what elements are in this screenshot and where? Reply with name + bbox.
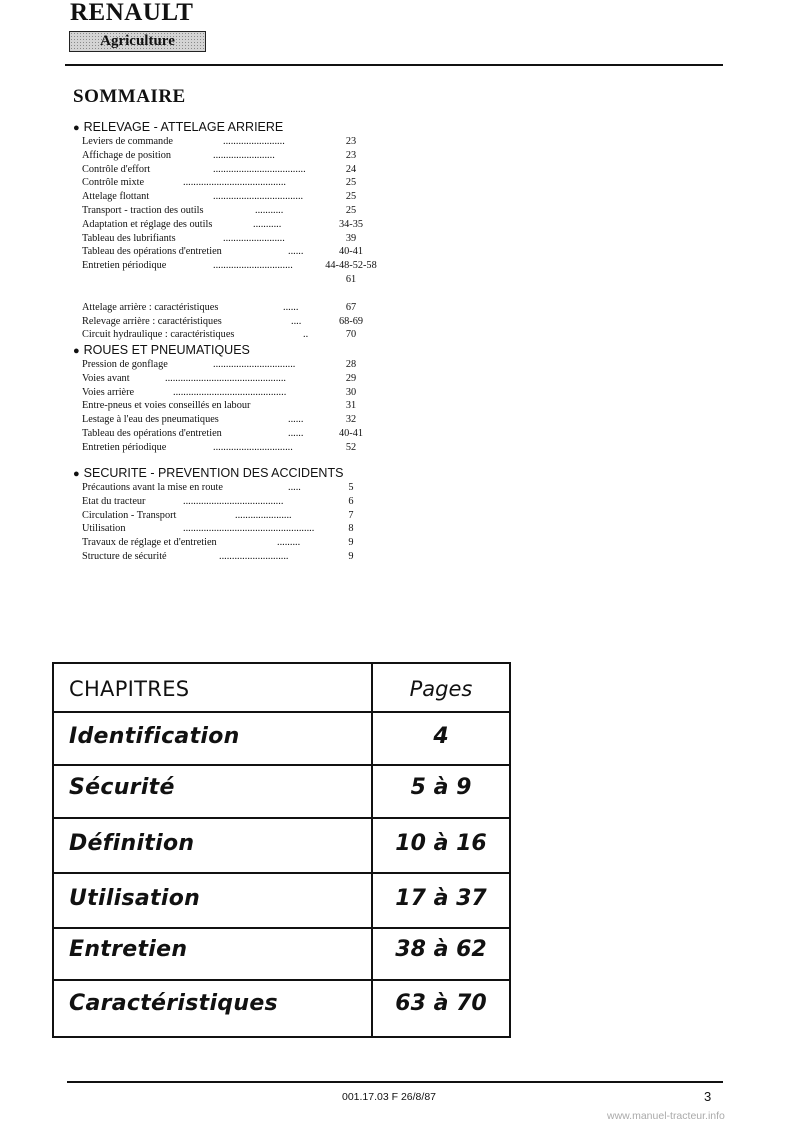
toc-entry-label: Travaux de réglage et d'entretien (82, 537, 217, 549)
toc-entry (73, 522, 403, 536)
section-relevage (73, 120, 403, 342)
toc-entry-leader: ............................................... (165, 372, 286, 384)
toc-entry-label: Contrôle mixte (82, 177, 145, 189)
toc-entry-leader: ............................... (213, 260, 293, 272)
toc-entry-label: Précautions avant la mise en route (82, 482, 223, 493)
toc-entry (73, 495, 403, 509)
toc-entry-leader: ...... (288, 427, 304, 439)
bullet-icon: ● (73, 122, 80, 134)
toc-entry-leader: ........................... (219, 550, 289, 562)
top-rule (65, 64, 723, 66)
toc-entry-label: Etat du tracteur (82, 495, 146, 507)
pages-header-label: Pages (409, 677, 473, 701)
toc-entry-label: Pression de gonflage (82, 359, 168, 370)
section-heading-text: RELEVAGE - ATTELAGE ARRIERE (83, 120, 284, 134)
chapter-name: Entretien (69, 937, 188, 962)
toc-entry-label: Structure de sécurité (82, 550, 167, 562)
toc-entry-page: 39 (345, 232, 357, 244)
chapter-row-caracteristiques (54, 981, 509, 1036)
section-heading (73, 120, 403, 135)
toc-entry (73, 218, 403, 232)
section-heading-text: ROUES ET PNEUMATIQUES (83, 343, 250, 357)
toc-entry (73, 427, 403, 441)
watermark: www.manuel-tracteur.info (607, 1110, 725, 1122)
toc-entry (73, 232, 403, 246)
section-heading (73, 343, 403, 358)
chapters-table (52, 662, 511, 1038)
toc-entry-leader: ........................ (223, 232, 285, 244)
toc-entry-label: Leviers de commande (82, 136, 173, 147)
toc-entry-leader: ........................................ (183, 177, 286, 189)
toc-entry-page: 23 (345, 136, 357, 147)
toc-entry-page: 29 (345, 372, 357, 384)
toc-entry-leader: ........... (253, 218, 282, 230)
bottom-rule (67, 1081, 723, 1083)
toc-entry (73, 176, 403, 190)
toc-entry-page: 25 (345, 191, 357, 203)
toc-entry-page: 25 (345, 204, 357, 216)
toc-entry-page: 44-48-52-58 (325, 260, 377, 272)
chapter-row-securite (54, 766, 509, 817)
section-roues (73, 343, 403, 455)
toc-entry-page: 9 (348, 550, 354, 562)
toc-entry (73, 413, 403, 427)
toc-entry-page: 6 (348, 495, 354, 507)
toc-entry-leader: ........................ (223, 136, 285, 147)
toc-entry-page: 67 (345, 301, 357, 313)
chapter-pages: 17 à 37 (395, 886, 487, 911)
section-heading (73, 466, 403, 481)
toc-entry-label: Entretien périodique (82, 441, 167, 453)
toc-entry-leader: ....................................... (183, 495, 284, 507)
toc-entry-page: 34-35 (338, 218, 364, 230)
bullet-icon: ● (73, 468, 80, 480)
toc-entry-leader: .... (291, 315, 302, 327)
toc-entry-label: Circulation - Transport (82, 509, 177, 521)
toc-entry-label: Entretien périodique (82, 260, 167, 272)
toc-entry (73, 372, 403, 386)
toc-entry (73, 328, 403, 342)
toc-entry (73, 509, 403, 523)
chapter-pages: 10 à 16 (395, 831, 487, 856)
toc-entry-leader: ...................... (235, 509, 292, 521)
toc-entry (73, 301, 403, 315)
toc-entry (73, 259, 403, 273)
toc-entry (73, 399, 403, 413)
chapter-row-definition (54, 819, 509, 872)
toc-entry-label: Utilisation (82, 523, 126, 535)
toc-entry-leader: ...... (283, 301, 299, 313)
toc-entry-leader: ......... (277, 537, 301, 549)
toc-entry (73, 190, 403, 204)
toc-entry (73, 204, 403, 218)
toc-entry-label: Circuit hydraulique : caractéristiques (82, 329, 235, 341)
toc-entry-label: Contrôle d'effort (82, 163, 151, 175)
toc-entry-label: Entre-pneus et voies conseillés en labour (82, 400, 251, 412)
page-title: SOMMAIRE (73, 86, 186, 107)
toc-entry-leader: ................................................... (183, 523, 315, 535)
chapter-row-entretien (54, 929, 509, 979)
toc-entry-page: 28 (345, 359, 357, 370)
toc-entry (73, 135, 403, 149)
chapter-name: Sécurité (69, 775, 175, 800)
chapter-row-identification (54, 713, 509, 764)
toc-entry-leader: ................................ (213, 359, 296, 370)
toc-entry-page: 9 (348, 537, 354, 549)
chapter-name: Caractéristiques (69, 991, 278, 1016)
chapters-header-label: CHAPITRES (69, 677, 190, 701)
page-number: 3 (704, 1089, 712, 1104)
toc-entry-page: 70 (345, 329, 357, 341)
toc-entry (73, 315, 403, 329)
toc-entry-page: 24 (345, 163, 357, 175)
toc-entry-label: Tableau des lubrifiants (82, 232, 176, 244)
brand-subtitle: Agriculture (69, 31, 206, 52)
toc-entry-leader: .. (303, 329, 309, 341)
toc-entry-page: 8 (348, 523, 354, 535)
toc-entry-page: 31 (345, 400, 357, 412)
toc-entry-leader: ............................... (213, 441, 293, 453)
toc-entry-page: 25 (345, 177, 357, 189)
chapter-pages: 63 à 70 (395, 991, 487, 1016)
toc-entry-leader: .................................... (213, 163, 306, 175)
chapter-name: Utilisation (69, 886, 201, 911)
toc-entry (73, 386, 403, 400)
toc-entry (73, 536, 403, 550)
toc-entry-label: Adaptation et réglage des outils (82, 218, 213, 230)
toc-entry (73, 245, 403, 259)
chapter-name: Définition (69, 831, 195, 856)
toc-entry-page: 23 (345, 149, 357, 161)
toc-entry-label: Attelage flottant (82, 191, 150, 203)
toc-entry-page: 30 (345, 386, 357, 398)
toc-entry-leader: ...... (288, 414, 304, 426)
toc-entry-leader: ..... (288, 482, 301, 493)
toc-entry-page: 40-41 (338, 427, 364, 439)
toc-entry-page: 68-69 (338, 315, 364, 327)
toc-entry-page: 52 (345, 441, 357, 453)
toc-entry-label: Voies avant (82, 372, 130, 384)
toc-entry-leader: ........................ (213, 149, 275, 161)
toc-entry (73, 358, 403, 372)
toc-entry-page: 32 (345, 414, 357, 426)
chapter-name: Identification (69, 724, 240, 749)
toc-entry-label: Transport - traction des outils (82, 204, 204, 216)
toc-entry (73, 149, 403, 163)
toc-entry-label: Voies arrière (82, 386, 135, 398)
chapters-header-row (54, 664, 509, 711)
toc-entry-leader: ...... (288, 246, 304, 258)
document-reference: 001.17.03 F 26/8/87 (342, 1091, 436, 1103)
toc-entry-label: Attelage arrière : caractéristiques (82, 301, 219, 313)
toc-entry (73, 550, 403, 564)
toc-entry-page: 40-41 (338, 246, 364, 258)
spacer (73, 287, 403, 301)
section-heading-text: SECURITE - PREVENTION DES ACCIDENTS (83, 466, 344, 480)
toc-entry-label: Relevage arrière : caractéristiques (82, 315, 222, 327)
toc-entry-page: 61 (345, 273, 357, 285)
toc-entry-page: 7 (348, 509, 354, 521)
bullet-icon: ● (73, 345, 80, 357)
toc-entry-leader: ................................... (213, 191, 304, 203)
toc-entry-label: Affichage de position (82, 149, 172, 161)
toc-entry-label: Tableau des opérations d'entretien (82, 246, 222, 258)
section-securite (73, 466, 403, 564)
toc-entry (73, 163, 403, 177)
toc-entry-leader: ........... (255, 204, 284, 216)
toc-entry (73, 273, 403, 287)
toc-entry-leader: ............................................ (173, 386, 287, 398)
toc-entry (73, 481, 403, 495)
toc-entry-page: 5 (348, 482, 354, 493)
chapter-pages: 38 à 62 (395, 937, 487, 962)
chapter-pages: 5 à 9 (410, 775, 472, 800)
chapter-row-utilisation (54, 874, 509, 927)
brand-logo: RENAULT (70, 0, 194, 26)
toc-entry-label: Lestage à l'eau des pneumatiques (82, 414, 219, 426)
chapter-pages: 4 (433, 724, 449, 749)
toc-entry-label: Tableau des opérations d'entretien (82, 427, 222, 439)
toc-entry (73, 441, 403, 455)
